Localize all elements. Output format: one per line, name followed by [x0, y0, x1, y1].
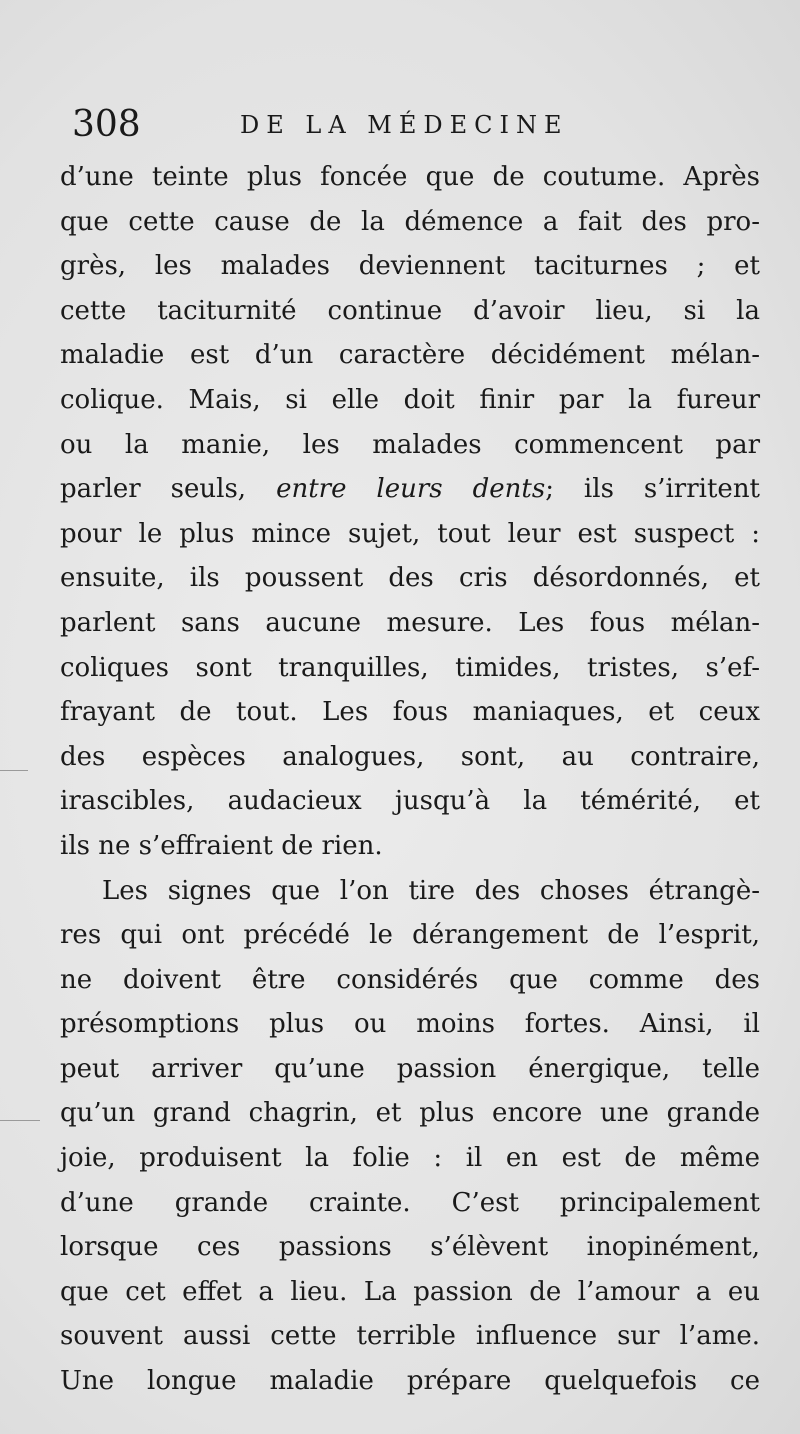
text-line: res qui ont précédé le dérangement de l’esprit, [60, 920, 760, 951]
margin-mark [0, 770, 28, 771]
body-text [60, 155, 760, 1404]
text-line: ils ne s’effraient de rien. [60, 830, 383, 861]
text-line: joie, produisent la folie : il en est de même [60, 1143, 760, 1174]
text-line: cette taciturnité continue d’avoir lieu, si la [60, 295, 760, 326]
text-line: peut arriver qu’une passion énergique, telle [60, 1053, 760, 1084]
text-line: d’une teinte plus foncée que de coutume. Après [60, 162, 760, 192]
text-line: Les signes que l’on tire des choses étrangè- [102, 875, 760, 906]
text-line: maladie est d’un caractère décidément mélan- [60, 340, 760, 371]
running-head: DE LA MÉDECINE [240, 111, 569, 139]
text-line: qu’un grand chagrin, et plus encore une grande [60, 1098, 760, 1129]
text-line: ou la manie, les malades commencent par [60, 429, 760, 460]
text-line: Une longue maladie prépare quelquefois ce [60, 1366, 760, 1397]
text-line: d’une grande crainte. C’est principalement [60, 1187, 760, 1218]
text-line: grès, les malades deviennent taciturnes ; et [60, 251, 760, 282]
page-number: 308 [72, 104, 141, 145]
margin-mark [0, 1120, 40, 1121]
text-line: pour le plus mince sujet, tout leur est suspect : [60, 518, 760, 549]
text-line: souvent aussi cette terrible influence sur l’ame. [60, 1321, 760, 1352]
text-line: parlent sans aucune mesure. Les fous mélan- [60, 607, 760, 638]
italic-phrase: entre leurs dents [276, 474, 546, 505]
text-line: frayant de tout. Les fous maniaques, et ceux [60, 697, 760, 728]
text-line: irascibles, audacieux jusqu’à la témérité, et [60, 786, 760, 817]
page-header [72, 100, 762, 150]
text-line: colique. Mais, si elle doit finir par la fureur [60, 384, 760, 415]
text-line: ne doivent être considérés que comme des [60, 964, 760, 995]
text-line: coliques sont tranquilles, timides, tristes, s’ef- [60, 652, 760, 683]
text-line: que cet effet a lieu. La passion de l’amour a eu [60, 1276, 760, 1307]
text-segment: parler seuls, [60, 474, 277, 505]
text-line [60, 467, 760, 512]
text-line: ensuite, ils poussent des cris désordonnés, et [60, 563, 760, 594]
text-line: que cette cause de la démence a fait des pro- [60, 206, 760, 237]
text-line: présomptions plus ou moins fortes. Ainsi, il [60, 1009, 760, 1040]
text-line: des espèces analogues, sont, au contraire, [60, 741, 760, 772]
text-segment: ; ils s’irritent [545, 474, 761, 505]
text-line: lorsque ces passions s’élèvent inopinément, [60, 1232, 760, 1263]
